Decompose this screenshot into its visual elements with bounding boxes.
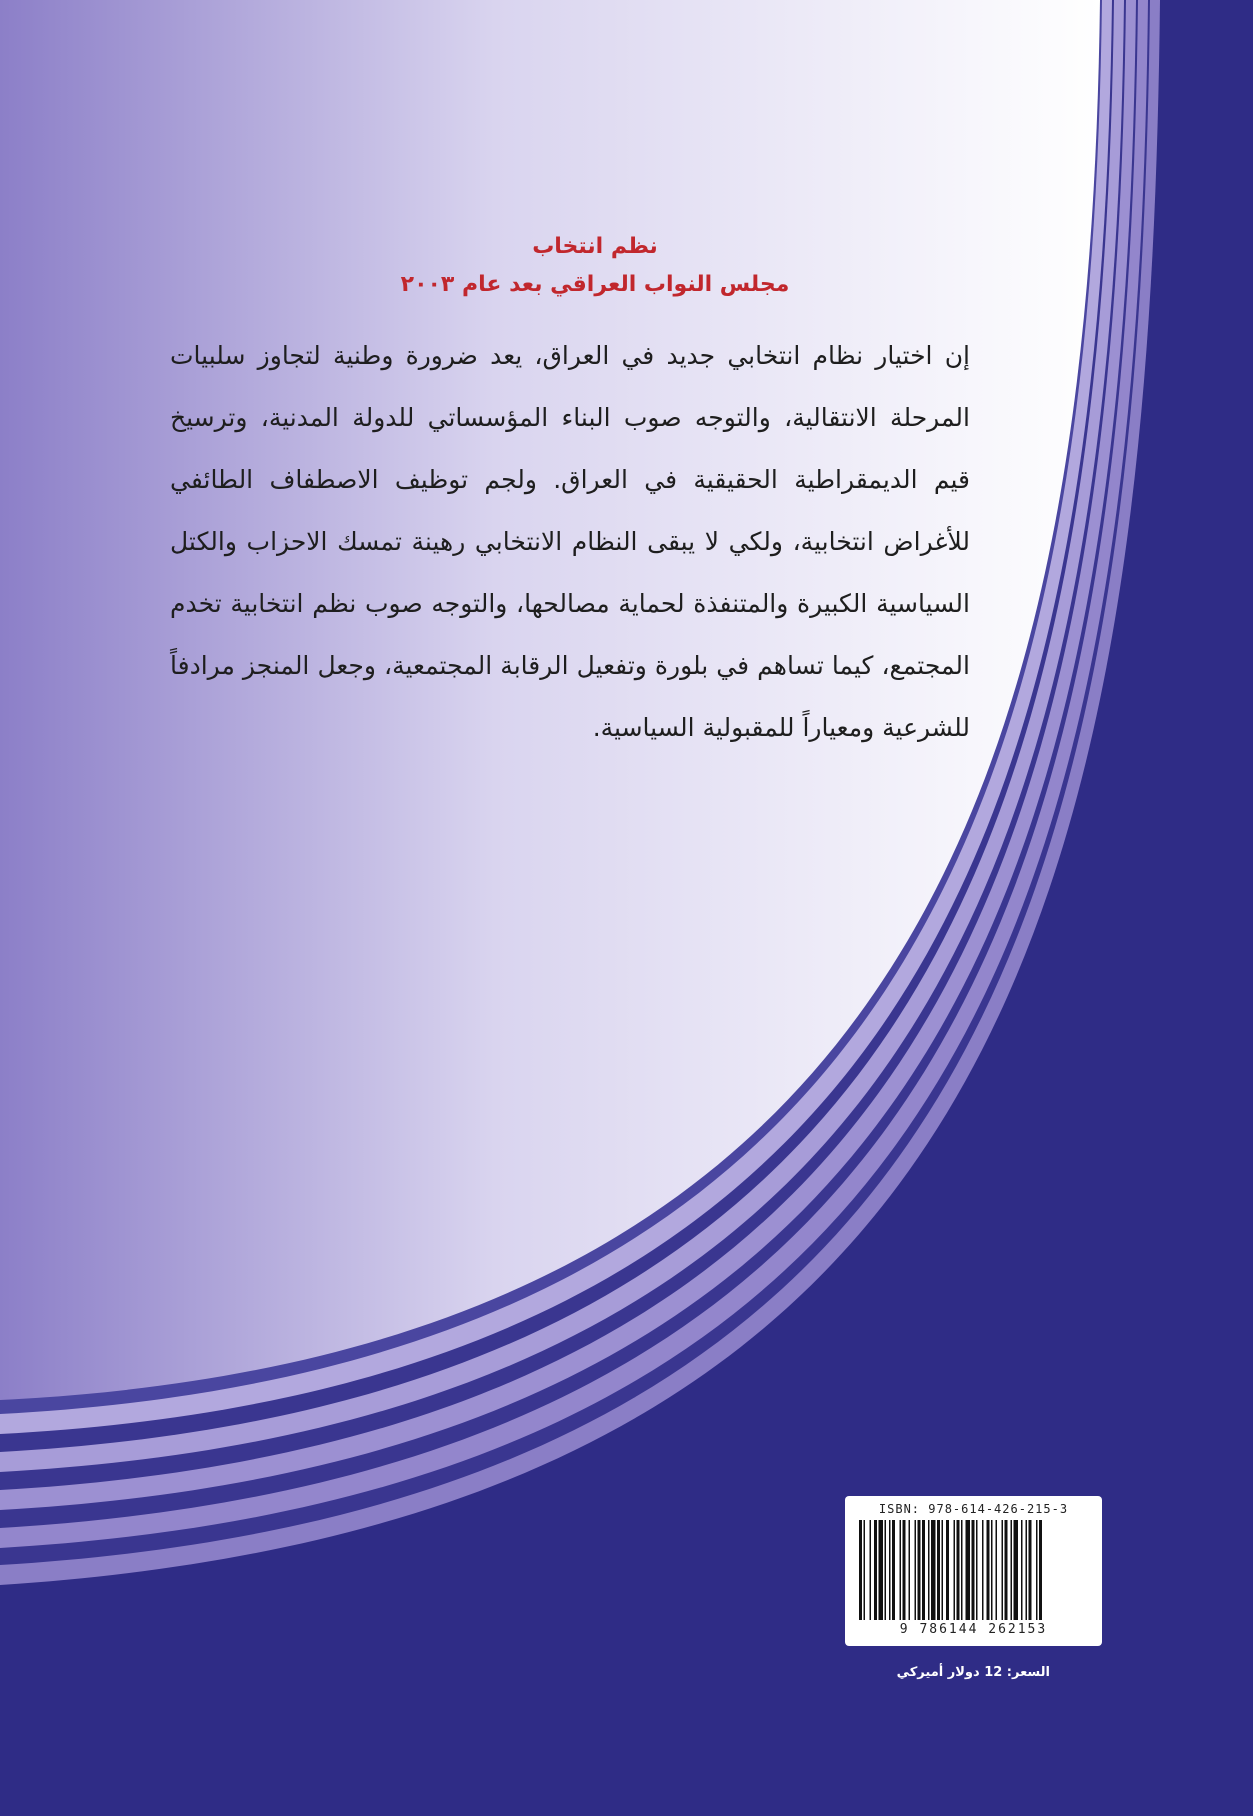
barcode-bar	[976, 1520, 978, 1620]
barcode-bar	[966, 1520, 971, 1620]
barcode-bar	[859, 1520, 862, 1620]
barcode-bar	[922, 1520, 925, 1620]
barcode-bar	[1002, 1520, 1004, 1620]
barcode-bar	[991, 1520, 993, 1620]
barcode-bar	[1014, 1520, 1019, 1620]
barcode-bar	[1036, 1520, 1038, 1620]
barcode-bar	[879, 1520, 884, 1620]
barcode-bar	[903, 1520, 906, 1620]
barcode-bar	[885, 1520, 887, 1620]
barcode-digits: 9 786144 262153	[899, 1622, 1048, 1637]
barcode-bar	[892, 1520, 895, 1620]
barcode-bar	[918, 1520, 921, 1620]
barcode-bar	[1011, 1520, 1013, 1620]
barcode-panel	[845, 1496, 1102, 1646]
barcode-bar	[996, 1520, 998, 1620]
barcode-bar	[1029, 1520, 1032, 1620]
barcode-bar	[864, 1520, 866, 1620]
barcode-bar	[954, 1520, 956, 1620]
title-block	[160, 228, 1030, 304]
barcode-bar	[889, 1520, 891, 1620]
barcode-bar	[937, 1520, 940, 1620]
barcode-bar	[961, 1520, 963, 1620]
barcode-bar	[874, 1520, 877, 1620]
price-label: السعر: 12 دولار أميركي	[896, 1665, 1050, 1680]
barcode-bar	[982, 1520, 984, 1620]
barcode-bars	[859, 1520, 1088, 1620]
barcode-bar	[931, 1520, 936, 1620]
barcode-bar	[1021, 1520, 1023, 1620]
barcode-bar	[900, 1520, 902, 1620]
barcode-bar	[957, 1520, 960, 1620]
barcode-bar	[972, 1520, 975, 1620]
barcode-bar	[946, 1520, 949, 1620]
barcode-bar	[928, 1520, 930, 1620]
barcode-bar	[909, 1520, 911, 1620]
barcode-bar	[942, 1520, 944, 1620]
barcode-bar	[1005, 1520, 1008, 1620]
barcode-bar	[870, 1520, 872, 1620]
book-title-line2: مجلس النواب العراقي بعد عام ٢٠٠٣	[400, 272, 790, 297]
barcode-bar	[915, 1520, 917, 1620]
isbn-label: ISBN: 978-614-426-215-3	[878, 1502, 1069, 1516]
barcode-bar	[1039, 1520, 1042, 1620]
blurb-paragraph: إن اختيار نظام انتخابي جديد في العراق، يعد ضرورة وطنية لتجاوز سلبيات المرحلة الانتقالية، والتوجه صوب البناء المؤسساتي للدولة المدنية، وترسيخ قيم الديمقراطية الحقيقية في العراق. ولجم توظيف الاصطفاف الطائفي للأغراض انتخابية، ولكي لا يبقى النظام الانتخابي رهينة تمسك الاحزاب والكتل السياسية الكبيرة والمتنفذة لحماية مصالحها، والتوجه صوب نظم انتخابية تخدم المجتمع، كيما تساهم في بلورة وتفعيل الرقابة المجتمعية، وجعل المنجز مرادفاً للشرعية ومعياراً للمقبولية السياسية.	[170, 341, 970, 742]
barcode-bar	[987, 1520, 990, 1620]
barcode-bar	[1026, 1520, 1028, 1620]
book-title-line1: نظم انتخاب	[532, 234, 658, 259]
